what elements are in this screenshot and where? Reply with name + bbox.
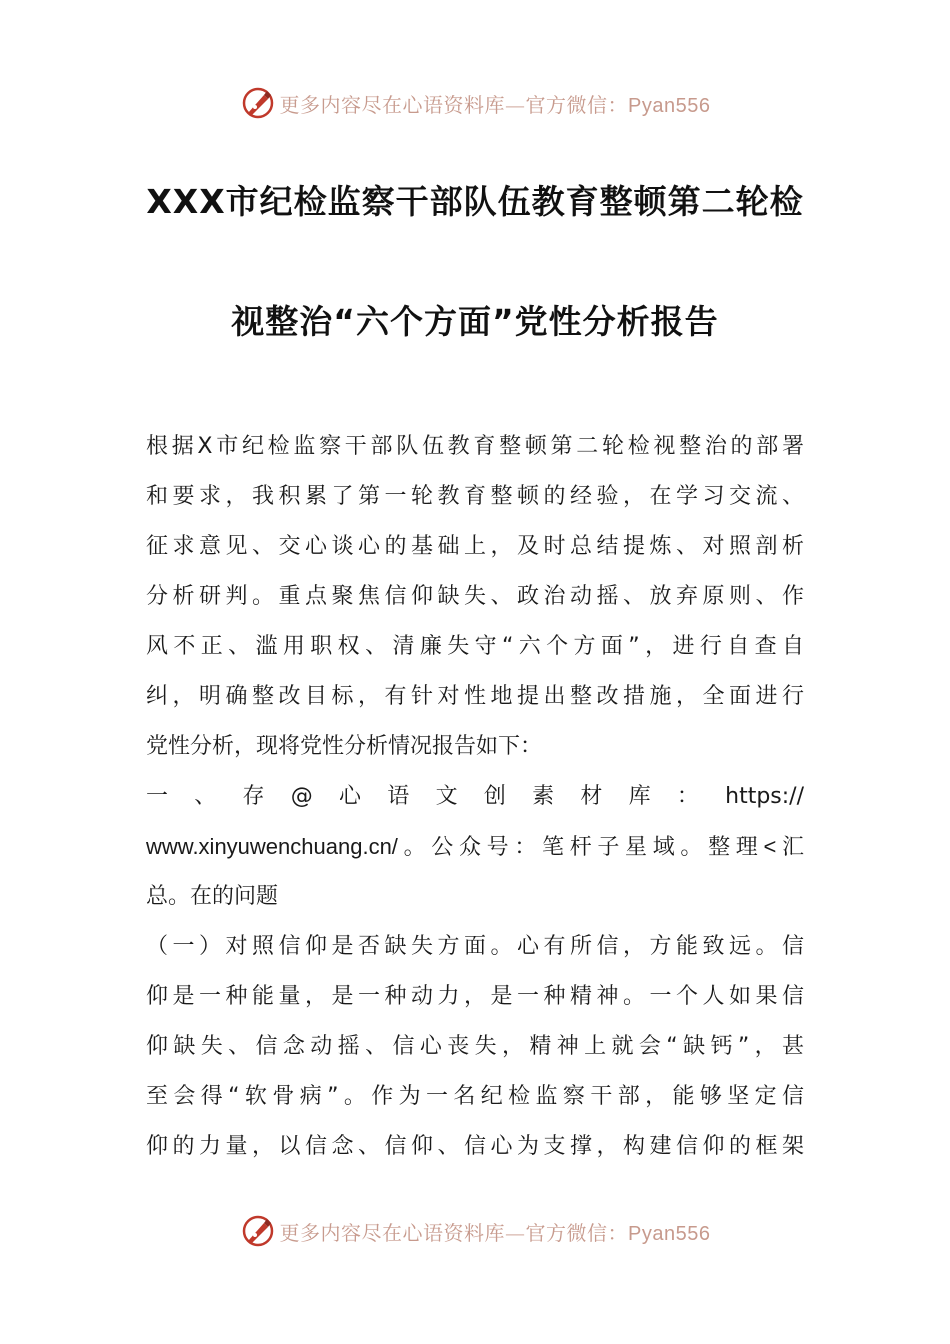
body-line: （一）对照信仰是否缺失方面。心有所信，方能致远。信	[146, 934, 804, 959]
pen-nib-logo-icon	[240, 85, 276, 121]
document-title-line-2: 视整治“六个方面”党性分析报告	[231, 302, 719, 341]
body-line: 总。在的问题	[146, 884, 279, 909]
body-line: 仰是一种能量，是一种动力，是一种精神。一个人如果信	[146, 984, 804, 1009]
header-banner	[0, 83, 950, 123]
body-line: 一、存@心语文创素材库：https://	[146, 784, 804, 809]
body-line: 根据X市纪检监察干部队伍教育整顿第二轮检视整治的部署	[146, 434, 804, 459]
document-title-line-1: XXX市纪检监察干部队伍教育整顿第二轮检	[146, 182, 804, 221]
body-line: 分析研判。重点聚焦信仰缺失、政治动摇、放弃原则、作	[146, 584, 804, 609]
body-line: 征求意见、交心谈心的基础上，及时总结提炼、对照剖析	[146, 534, 804, 559]
body-line: 纠，明确整改目标，有针对性地提出整改措施，全面进行	[146, 684, 804, 709]
footer-banner	[0, 1211, 950, 1251]
body-line: 仰的力量，以信念、信仰、信心为支撑，构建信仰的框架	[146, 1134, 804, 1159]
body-line: 党性分析，现将党性分析情况报告如下：	[146, 734, 543, 759]
body-line: www.xinyuwenchuang.cn/。公众号：笔杆子星域。整理<汇	[146, 834, 804, 859]
body-line: 仰缺失、信念动摇、信心丧失，精神上就会“缺钙”，甚	[146, 1034, 804, 1059]
body-line: 至会得“软骨病”。作为一名纪检监察干部，能够坚定信	[146, 1084, 804, 1109]
banner-text: 更多内容尽在心语资料库—官方微信：Pyan556	[279, 1220, 711, 1245]
banner-text: 更多内容尽在心语资料库—官方微信：Pyan556	[279, 92, 711, 117]
body-line: 风不正、滥用职权、清廉失守“六个方面”，进行自查自	[146, 634, 804, 659]
body-line: 和要求，我积累了第一轮教育整顿的经验，在学习交流、	[146, 484, 804, 509]
pen-nib-logo-icon	[240, 1213, 276, 1249]
